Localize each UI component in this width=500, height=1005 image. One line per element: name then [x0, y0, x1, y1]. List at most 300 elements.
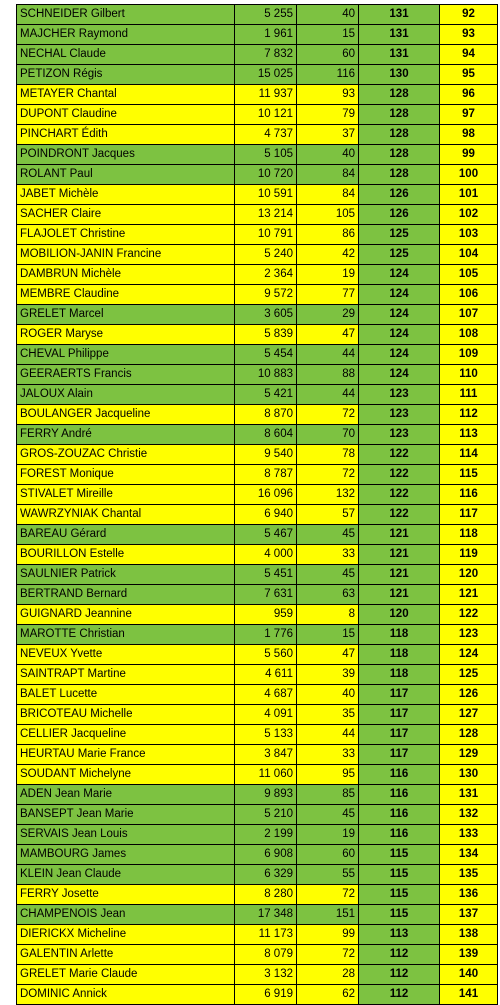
- ranking-table-body: [17, 5, 498, 1005]
- sessions-cell: 57: [297, 505, 359, 525]
- coefficient-cell: 124: [359, 305, 440, 325]
- player-name-cell: GUIGNARD Jeannine: [17, 605, 235, 625]
- points-cell: 4 687: [235, 685, 297, 705]
- table-row: [17, 5, 498, 25]
- sessions-cell: 78: [297, 445, 359, 465]
- points-cell: 2 199: [235, 825, 297, 845]
- coefficient-cell: 124: [359, 285, 440, 305]
- player-name-cell: BALET Lucette: [17, 685, 235, 705]
- rank-cell: 110: [440, 365, 498, 385]
- sessions-cell: 35: [297, 705, 359, 725]
- table-row: [17, 885, 498, 905]
- points-cell: 3 605: [235, 305, 297, 325]
- coefficient-cell: 122: [359, 465, 440, 485]
- player-name-cell: MEMBRE Claudine: [17, 285, 235, 305]
- player-name-cell: GRELET Marcel: [17, 305, 235, 325]
- rank-cell: 118: [440, 525, 498, 545]
- coefficient-cell: 128: [359, 165, 440, 185]
- player-name-cell: MAMBOURG James: [17, 845, 235, 865]
- rank-cell: 92: [440, 5, 498, 25]
- points-cell: 6 908: [235, 845, 297, 865]
- points-cell: 9 540: [235, 445, 297, 465]
- table-row: [17, 625, 498, 645]
- table-row: [17, 565, 498, 585]
- sessions-cell: 95: [297, 765, 359, 785]
- coefficient-cell: 123: [359, 385, 440, 405]
- coefficient-cell: 122: [359, 505, 440, 525]
- coefficient-cell: 117: [359, 745, 440, 765]
- table-row: [17, 705, 498, 725]
- coefficient-cell: 122: [359, 485, 440, 505]
- sessions-cell: 19: [297, 265, 359, 285]
- rank-cell: 121: [440, 585, 498, 605]
- player-name-cell: ADEN Jean Marie: [17, 785, 235, 805]
- sessions-cell: 44: [297, 725, 359, 745]
- table-row: [17, 545, 498, 565]
- coefficient-cell: 128: [359, 105, 440, 125]
- points-cell: 3 132: [235, 965, 297, 985]
- rank-cell: 116: [440, 485, 498, 505]
- player-name-cell: FERRY André: [17, 425, 235, 445]
- points-cell: 5 451: [235, 565, 297, 585]
- coefficient-cell: 124: [359, 325, 440, 345]
- table-row: [17, 365, 498, 385]
- player-name-cell: METAYER Chantal: [17, 85, 235, 105]
- coefficient-cell: 131: [359, 25, 440, 45]
- coefficient-cell: 117: [359, 685, 440, 705]
- points-cell: 8 870: [235, 405, 297, 425]
- table-row: [17, 85, 498, 105]
- table-row: [17, 665, 498, 685]
- points-cell: 8 787: [235, 465, 297, 485]
- table-row: [17, 205, 498, 225]
- points-cell: 3 847: [235, 745, 297, 765]
- ranking-table: [16, 4, 498, 1005]
- player-name-cell: ROLANT Paul: [17, 165, 235, 185]
- sessions-cell: 33: [297, 545, 359, 565]
- rank-cell: 137: [440, 905, 498, 925]
- table-row: [17, 325, 498, 345]
- rank-cell: 125: [440, 665, 498, 685]
- coefficient-cell: 123: [359, 425, 440, 445]
- coefficient-cell: 115: [359, 845, 440, 865]
- points-cell: 1 776: [235, 625, 297, 645]
- table-row: [17, 105, 498, 125]
- table-row: [17, 685, 498, 705]
- sessions-cell: 77: [297, 285, 359, 305]
- table-row: [17, 305, 498, 325]
- coefficient-cell: 116: [359, 765, 440, 785]
- player-name-cell: FERRY Josette: [17, 885, 235, 905]
- player-name-cell: FLAJOLET Christine: [17, 225, 235, 245]
- player-name-cell: CHAMPENOIS Jean: [17, 905, 235, 925]
- coefficient-cell: 122: [359, 445, 440, 465]
- sessions-cell: 151: [297, 905, 359, 925]
- player-name-cell: SAINTRAPT Martine: [17, 665, 235, 685]
- points-cell: 2 364: [235, 265, 297, 285]
- rank-cell: 139: [440, 945, 498, 965]
- sessions-cell: 99: [297, 925, 359, 945]
- player-name-cell: MOBILION-JANIN Francine: [17, 245, 235, 265]
- player-name-cell: SAULNIER Patrick: [17, 565, 235, 585]
- rank-cell: 94: [440, 45, 498, 65]
- rank-cell: 122: [440, 605, 498, 625]
- points-cell: 11 173: [235, 925, 297, 945]
- table-row: [17, 445, 498, 465]
- coefficient-cell: 117: [359, 725, 440, 745]
- player-name-cell: WAWRZYNIAK Chantal: [17, 505, 235, 525]
- table-row: [17, 985, 498, 1005]
- player-name-cell: NEVEUX Yvette: [17, 645, 235, 665]
- table-row: [17, 765, 498, 785]
- rank-cell: 140: [440, 965, 498, 985]
- rank-cell: 135: [440, 865, 498, 885]
- player-name-cell: DIERICKX Micheline: [17, 925, 235, 945]
- coefficient-cell: 125: [359, 225, 440, 245]
- sessions-cell: 62: [297, 985, 359, 1005]
- table-row: [17, 225, 498, 245]
- points-cell: 5 467: [235, 525, 297, 545]
- table-row: [17, 185, 498, 205]
- sessions-cell: 72: [297, 945, 359, 965]
- coefficient-cell: 131: [359, 5, 440, 25]
- coefficient-cell: 120: [359, 605, 440, 625]
- table-row: [17, 245, 498, 265]
- rank-cell: 115: [440, 465, 498, 485]
- player-name-cell: CELLIER Jacqueline: [17, 725, 235, 745]
- table-row: [17, 285, 498, 305]
- sessions-cell: 28: [297, 965, 359, 985]
- rank-cell: 119: [440, 545, 498, 565]
- player-name-cell: PETIZON Régis: [17, 65, 235, 85]
- rank-cell: 107: [440, 305, 498, 325]
- points-cell: 5 839: [235, 325, 297, 345]
- points-cell: 7 631: [235, 585, 297, 605]
- table-row: [17, 845, 498, 865]
- player-name-cell: DAMBRUN Michèle: [17, 265, 235, 285]
- sessions-cell: 37: [297, 125, 359, 145]
- sessions-cell: 40: [297, 145, 359, 165]
- sessions-cell: 85: [297, 785, 359, 805]
- points-cell: 6 940: [235, 505, 297, 525]
- sessions-cell: 63: [297, 585, 359, 605]
- points-cell: 11 060: [235, 765, 297, 785]
- coefficient-cell: 121: [359, 545, 440, 565]
- coefficient-cell: 131: [359, 45, 440, 65]
- player-name-cell: DUPONT Claudine: [17, 105, 235, 125]
- player-name-cell: GALENTIN Arlette: [17, 945, 235, 965]
- points-cell: 11 937: [235, 85, 297, 105]
- points-cell: 13 214: [235, 205, 297, 225]
- rank-cell: 130: [440, 765, 498, 785]
- sessions-cell: 45: [297, 565, 359, 585]
- points-cell: 5 255: [235, 5, 297, 25]
- rank-cell: 101: [440, 185, 498, 205]
- rank-cell: 97: [440, 105, 498, 125]
- player-name-cell: BOULANGER Jacqueline: [17, 405, 235, 425]
- sessions-cell: 40: [297, 685, 359, 705]
- player-name-cell: MAROTTE Christian: [17, 625, 235, 645]
- coefficient-cell: 125: [359, 245, 440, 265]
- rank-cell: 124: [440, 645, 498, 665]
- sessions-cell: 40: [297, 5, 359, 25]
- table-row: [17, 385, 498, 405]
- player-name-cell: GROS-ZOUZAC Christie: [17, 445, 235, 465]
- coefficient-cell: 116: [359, 805, 440, 825]
- sessions-cell: 132: [297, 485, 359, 505]
- player-name-cell: BANSEPT Jean Marie: [17, 805, 235, 825]
- table-row: [17, 585, 498, 605]
- table-row: [17, 45, 498, 65]
- sessions-cell: 42: [297, 245, 359, 265]
- sessions-cell: 88: [297, 365, 359, 385]
- player-name-cell: POINDRONT Jacques: [17, 145, 235, 165]
- sessions-cell: 93: [297, 85, 359, 105]
- player-name-cell: SACHER Claire: [17, 205, 235, 225]
- points-cell: 10 791: [235, 225, 297, 245]
- player-name-cell: SCHNEIDER Gilbert: [17, 5, 235, 25]
- player-name-cell: PINCHART Édith: [17, 125, 235, 145]
- player-name-cell: BOURILLON Estelle: [17, 545, 235, 565]
- coefficient-cell: 128: [359, 125, 440, 145]
- table-row: [17, 65, 498, 85]
- rank-cell: 131: [440, 785, 498, 805]
- coefficient-cell: 121: [359, 585, 440, 605]
- points-cell: 15 025: [235, 65, 297, 85]
- sessions-cell: 15: [297, 625, 359, 645]
- rank-cell: 109: [440, 345, 498, 365]
- coefficient-cell: 121: [359, 525, 440, 545]
- player-name-cell: CHEVAL Philippe: [17, 345, 235, 365]
- rank-cell: 120: [440, 565, 498, 585]
- rank-cell: 127: [440, 705, 498, 725]
- rank-cell: 102: [440, 205, 498, 225]
- player-name-cell: JALOUX Alain: [17, 385, 235, 405]
- sessions-cell: 8: [297, 605, 359, 625]
- points-cell: 959: [235, 605, 297, 625]
- sessions-cell: 15: [297, 25, 359, 45]
- points-cell: 4 611: [235, 665, 297, 685]
- sessions-cell: 47: [297, 325, 359, 345]
- coefficient-cell: 124: [359, 345, 440, 365]
- table-row: [17, 865, 498, 885]
- table-row: [17, 125, 498, 145]
- coefficient-cell: 112: [359, 985, 440, 1005]
- coefficient-cell: 115: [359, 885, 440, 905]
- sessions-cell: 19: [297, 825, 359, 845]
- sessions-cell: 86: [297, 225, 359, 245]
- table-row: [17, 505, 498, 525]
- sessions-cell: 45: [297, 525, 359, 545]
- sessions-cell: 60: [297, 845, 359, 865]
- sessions-cell: 39: [297, 665, 359, 685]
- rank-cell: 117: [440, 505, 498, 525]
- sessions-cell: 44: [297, 385, 359, 405]
- coefficient-cell: 130: [359, 65, 440, 85]
- rank-cell: 123: [440, 625, 498, 645]
- sessions-cell: 44: [297, 345, 359, 365]
- coefficient-cell: 113: [359, 925, 440, 945]
- table-row: [17, 465, 498, 485]
- points-cell: 8 280: [235, 885, 297, 905]
- points-cell: 10 121: [235, 105, 297, 125]
- rank-cell: 103: [440, 225, 498, 245]
- player-name-cell: SOUDANT Michelyne: [17, 765, 235, 785]
- rank-cell: 136: [440, 885, 498, 905]
- coefficient-cell: 118: [359, 645, 440, 665]
- player-name-cell: GEERAERTS Francis: [17, 365, 235, 385]
- points-cell: 8 079: [235, 945, 297, 965]
- table-row: [17, 345, 498, 365]
- coefficient-cell: 123: [359, 405, 440, 425]
- table-row: [17, 945, 498, 965]
- table-row: [17, 725, 498, 745]
- rank-cell: 129: [440, 745, 498, 765]
- table-row: [17, 525, 498, 545]
- sessions-cell: 116: [297, 65, 359, 85]
- sessions-cell: 79: [297, 105, 359, 125]
- sessions-cell: 84: [297, 185, 359, 205]
- sessions-cell: 105: [297, 205, 359, 225]
- sessions-cell: 72: [297, 405, 359, 425]
- points-cell: 5 133: [235, 725, 297, 745]
- points-cell: 5 240: [235, 245, 297, 265]
- points-cell: 9 572: [235, 285, 297, 305]
- rank-cell: 132: [440, 805, 498, 825]
- player-name-cell: NECHAL Claude: [17, 45, 235, 65]
- coefficient-cell: 126: [359, 185, 440, 205]
- player-name-cell: KLEIN Jean Claude: [17, 865, 235, 885]
- player-name-cell: STIVALET Mireille: [17, 485, 235, 505]
- points-cell: 5 454: [235, 345, 297, 365]
- player-name-cell: JABET Michèle: [17, 185, 235, 205]
- table-row: [17, 265, 498, 285]
- rank-cell: 95: [440, 65, 498, 85]
- player-name-cell: FOREST Monique: [17, 465, 235, 485]
- rank-cell: 99: [440, 145, 498, 165]
- coefficient-cell: 126: [359, 205, 440, 225]
- coefficient-cell: 121: [359, 565, 440, 585]
- table-row: [17, 145, 498, 165]
- points-cell: 16 096: [235, 485, 297, 505]
- rank-cell: 96: [440, 85, 498, 105]
- points-cell: 9 893: [235, 785, 297, 805]
- table-row: [17, 785, 498, 805]
- rank-cell: 114: [440, 445, 498, 465]
- points-cell: 8 604: [235, 425, 297, 445]
- table-row: [17, 645, 498, 665]
- player-name-cell: MAJCHER Raymond: [17, 25, 235, 45]
- table-row: [17, 605, 498, 625]
- points-cell: 4 000: [235, 545, 297, 565]
- player-name-cell: DOMINIC Annick: [17, 985, 235, 1005]
- player-name-cell: GRELET Marie Claude: [17, 965, 235, 985]
- sessions-cell: 60: [297, 45, 359, 65]
- player-name-cell: BRICOTEAU Michelle: [17, 705, 235, 725]
- player-name-cell: BAREAU Gérard: [17, 525, 235, 545]
- coefficient-cell: 124: [359, 265, 440, 285]
- rank-cell: 138: [440, 925, 498, 945]
- sessions-cell: 55: [297, 865, 359, 885]
- coefficient-cell: 124: [359, 365, 440, 385]
- rank-cell: 104: [440, 245, 498, 265]
- coefficient-cell: 116: [359, 825, 440, 845]
- rank-cell: 128: [440, 725, 498, 745]
- coefficient-cell: 118: [359, 625, 440, 645]
- points-cell: 6 329: [235, 865, 297, 885]
- rank-cell: 126: [440, 685, 498, 705]
- table-row: [17, 25, 498, 45]
- table-row: [17, 925, 498, 945]
- table-row: [17, 905, 498, 925]
- table-row: [17, 165, 498, 185]
- player-name-cell: HEURTAU Marie France: [17, 745, 235, 765]
- player-name-cell: BERTRAND Bernard: [17, 585, 235, 605]
- coefficient-cell: 115: [359, 905, 440, 925]
- points-cell: 10 720: [235, 165, 297, 185]
- sessions-cell: 33: [297, 745, 359, 765]
- table-row: [17, 825, 498, 845]
- rank-cell: 106: [440, 285, 498, 305]
- rank-cell: 134: [440, 845, 498, 865]
- coefficient-cell: 117: [359, 705, 440, 725]
- points-cell: 4 091: [235, 705, 297, 725]
- rank-cell: 98: [440, 125, 498, 145]
- rank-cell: 105: [440, 265, 498, 285]
- points-cell: 5 560: [235, 645, 297, 665]
- coefficient-cell: 128: [359, 145, 440, 165]
- points-cell: 10 883: [235, 365, 297, 385]
- rank-cell: 108: [440, 325, 498, 345]
- points-cell: 7 832: [235, 45, 297, 65]
- sessions-cell: 29: [297, 305, 359, 325]
- table-row: [17, 965, 498, 985]
- rank-cell: 111: [440, 385, 498, 405]
- sessions-cell: 84: [297, 165, 359, 185]
- points-cell: 17 348: [235, 905, 297, 925]
- player-name-cell: ROGER Maryse: [17, 325, 235, 345]
- points-cell: 10 591: [235, 185, 297, 205]
- sessions-cell: 70: [297, 425, 359, 445]
- sessions-cell: 45: [297, 805, 359, 825]
- points-cell: 5 105: [235, 145, 297, 165]
- points-cell: 4 737: [235, 125, 297, 145]
- rank-cell: 133: [440, 825, 498, 845]
- sessions-cell: 47: [297, 645, 359, 665]
- sessions-cell: 72: [297, 465, 359, 485]
- rank-cell: 113: [440, 425, 498, 445]
- coefficient-cell: 112: [359, 965, 440, 985]
- points-cell: 5 210: [235, 805, 297, 825]
- points-cell: 6 919: [235, 985, 297, 1005]
- sessions-cell: 72: [297, 885, 359, 905]
- coefficient-cell: 128: [359, 85, 440, 105]
- table-row: [17, 805, 498, 825]
- rank-cell: 141: [440, 985, 498, 1005]
- points-cell: 1 961: [235, 25, 297, 45]
- points-cell: 5 421: [235, 385, 297, 405]
- coefficient-cell: 115: [359, 865, 440, 885]
- table-row: [17, 485, 498, 505]
- rank-cell: 93: [440, 25, 498, 45]
- coefficient-cell: 118: [359, 665, 440, 685]
- coefficient-cell: 116: [359, 785, 440, 805]
- player-name-cell: SERVAIS Jean Louis: [17, 825, 235, 845]
- coefficient-cell: 112: [359, 945, 440, 965]
- table-row: [17, 405, 498, 425]
- table-row: [17, 745, 498, 765]
- table-row: [17, 425, 498, 445]
